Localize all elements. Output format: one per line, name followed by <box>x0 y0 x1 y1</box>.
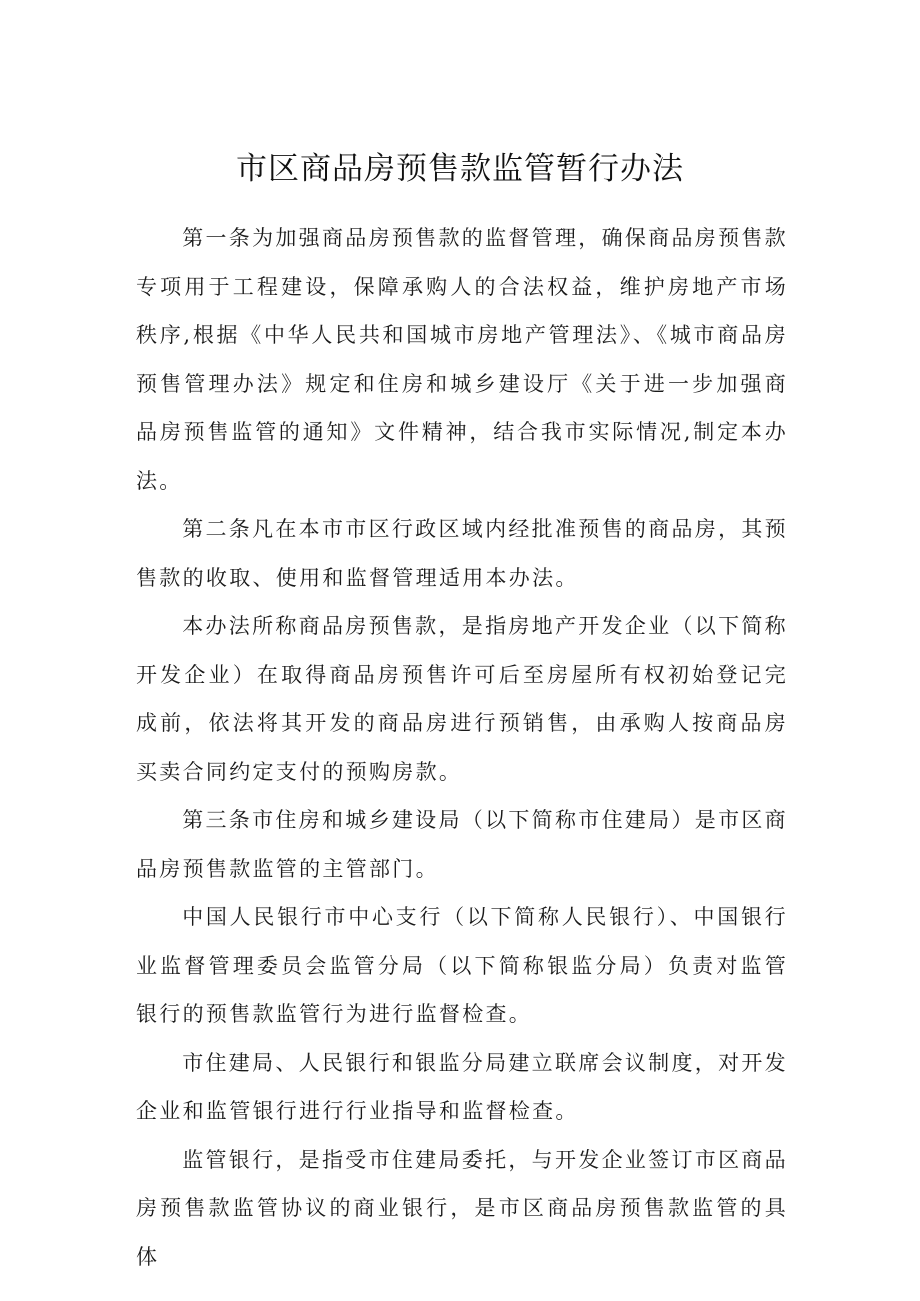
document-body <box>136 214 788 1281</box>
document-title: 市区商品房预售款监管暂行办法 <box>236 151 684 187</box>
paragraph-supervising-bank: 监管银行，是指受市住建局委托，与开发企业签订市区商品房预售款监管协议的商业银行，是市区商品房预售款监管的具体 <box>136 1147 788 1269</box>
paragraph-article-1: 第一条为加强商品房预售款的监督管理，确保商品房预售款专项用于工程建设，保障承购人的合法权益，维护房地产市场秩序,根据《中华人民共和国城市房地产管理法》、《城市商品房预售管理办法》规定和住房和城乡建设厅《关于进一步加强商品房预售监管的通知》文件精神，结合我市实际情况,制定本办法。 <box>136 226 788 493</box>
paragraph-joint-meeting: 市住建局、人民银行和银监分局建立联席会议制度，对开发企业和监管银行进行行业指导和监督检查。 <box>136 1050 788 1123</box>
paragraph-article-2: 第二条凡在本市市区行政区域内经批准预售的商品房，其预售款的收取、使用和监督管理适用本办法。 <box>136 517 788 590</box>
paragraph-article-3: 第三条市住房和城乡建设局（以下简称市住建局）是市区商品房预售款监管的主管部门。 <box>136 808 788 881</box>
paragraph-bank-supervision: 中国人民银行市中心支行（以下简称人民银行）、中国银行业监督管理委员会监管分局（以下简称银监分局）负责对监管银行的预售款监管行为进行监督检查。 <box>136 905 788 1026</box>
paragraph-presale-definition: 本办法所称商品房预售款，是指房地产开发企业（以下简称开发企业）在取得商品房预售许可后至房屋所有权初始登记完成前，依法将其开发的商品房进行预销售，由承购人按商品房买卖合同约定支付的预购房款。 <box>136 614 788 784</box>
